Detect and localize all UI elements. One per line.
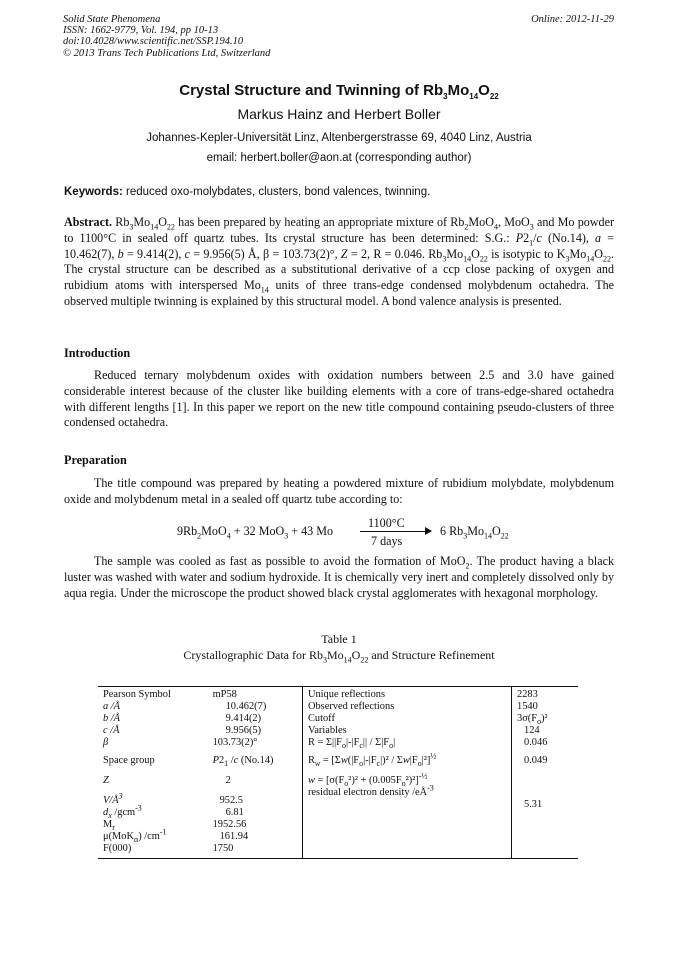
journal-header: [63, 14, 270, 59]
journal-copyright: © 2013 Trans Tech Publications Ltd, Switzerland: [63, 47, 271, 59]
introduction-heading: Introduction: [64, 346, 131, 360]
preparation-text-2: The sample was cooled as fast as possible to avoid the formation of MoO$_2$. The product having a black luster was washed with water and sodium hydroxide. It is chemically very inert and completely dissolved only by aqua regia. Under the microscope the product showed black crystal agglomerates with hexagonal morphology.: [64, 554, 615, 600]
email: email: herbert.boller@aon.at (corresponding author): [206, 152, 472, 164]
introduction-text: Reduced ternary molybdenum oxides with oxidation numbers between 2.5 and 3.0 have gained considerable interest because of the cluster like building elements with a core of trans-edge-shared octahedra with different lengths [1]. In this paper we report on the new title compound containing pseudo-clusters of three condensed octahedra.: [64, 368, 614, 430]
equation-products: 6 $Rb_3Mo_{14}O_{22}$: [440, 524, 509, 541]
table-cell: Pearson Symbol a /Å b /Å c /Å β Space group Z $V/Å^3$ $d_x$ /gcm$^{-3}$ $M_r$ μ(MoK$_\alpha$) $/cm^{-1}$ F(000): [98, 687, 208, 858]
reaction-arrowhead-icon: [425, 527, 432, 535]
table-row: [98, 687, 578, 858]
table-caption: Crystallographic Data for $Rb_3Mo_{14}O_{22}$ and Structure Refinement: [183, 648, 495, 665]
reaction-arrow-icon: [360, 531, 428, 532]
abstract-label: Abstract.: [64, 215, 113, 229]
table-cell: Unique reflections Observed reflections Cutoff Variables $R = \Sigma||F_o|-|F_c|| / \Sigma|F_o|$ $R_w = [\Sigma w(|F_o|-|F_c|)^2 / \Sigma w|F_o|^2]^{\frac{1}{2}}$ $w = [\sigma(F_o^2)^2 + (0.005F_o^2)^2]^{-\frac{1}{2}}$ residual electron density $/eÅ^{-3}$: [302, 687, 511, 858]
keywords-label: Keywords:: [64, 186, 123, 198]
reaction-equation: [0, 515, 678, 551]
equation-temperature: 1100°C: [368, 516, 405, 530]
table-cell: 2283 1540 $3\sigma(F_o)^2$ 124 0.046 0.049 5.31: [512, 687, 578, 858]
preparation-heading: Preparation: [64, 453, 127, 467]
table-number: Table 1: [321, 632, 357, 646]
preparation-text-1: The title compound was prepared by heating a powdered mixture of rubidium molybdate, molybdenum oxide and molybdenum metal in a sealed off quartz tube according to:: [64, 476, 614, 506]
keywords-text: reduced oxo-molybdates, clusters, bond valences, twinning.: [126, 186, 431, 198]
equation-reactants: $9Rb_2MoO_4 + 32$ MoO$_3$ + 43 Mo: [177, 524, 334, 541]
journal-name: Solid State Phenomena: [63, 14, 161, 25]
authors: Markus Hainz and Herbert Boller: [237, 106, 441, 122]
equation-duration: 7 days: [371, 534, 403, 548]
keywords: [64, 186, 616, 198]
crystallographic-data-table: [98, 686, 578, 859]
journal-issn: ISSN: 1662-9779, Vol. 194, pp 10-13: [63, 25, 219, 37]
table-cell: mP58 10.462(7) 9.414(2) 9.956(5) 103.73(2)° $P2_1$ /c (No.14) 2 952.5 6.81 1952.56 161.94 1750: [208, 687, 303, 858]
journal-doi: doi:10.4028/www.scientific.net/SSP.194.10: [63, 36, 244, 48]
paper-title: Crystal Structure and Twinning of $Rb_3Mo_{14}O_{22}$: [179, 82, 499, 101]
affiliation: Johannes-Kepler-Universität Linz, Altenbergerstrasse 69, 4040 Linz, Austria: [146, 132, 532, 144]
online-date: Online: 2012-11-29: [531, 14, 614, 25]
table-row: [98, 857, 578, 859]
abstract: Abstract. $Rb_3Mo_{14}O_{22}$ has been prepared by heating an appropriate mixture of $Rb_2MoO_4$, MoO$_3$ and Mo powder to 1100°C in sealed off quartz tubes. Its crystal structure has been determined: S.G.: $P2_1/c$ (No.14), a = 10.462(7), b = 9.414(2), c = 9.956(5) Å, β = 103.73(2)°, Z = 2, R = 0.046. $Rb_3Mo_{14}O_{22}$ is isotypic to $K_3Mo_{14}O_{22}$. The crystal structure can be described as a substitutional derivative of a ccp close packing of oxygen and rubidium atoms with interspersed $Mo_{14}$ units of three trans-edge condensed molybdenum octahedra. The observed multiple twinning is explained by this structural model. A bond valence analysis is presented.: [64, 215, 615, 308]
